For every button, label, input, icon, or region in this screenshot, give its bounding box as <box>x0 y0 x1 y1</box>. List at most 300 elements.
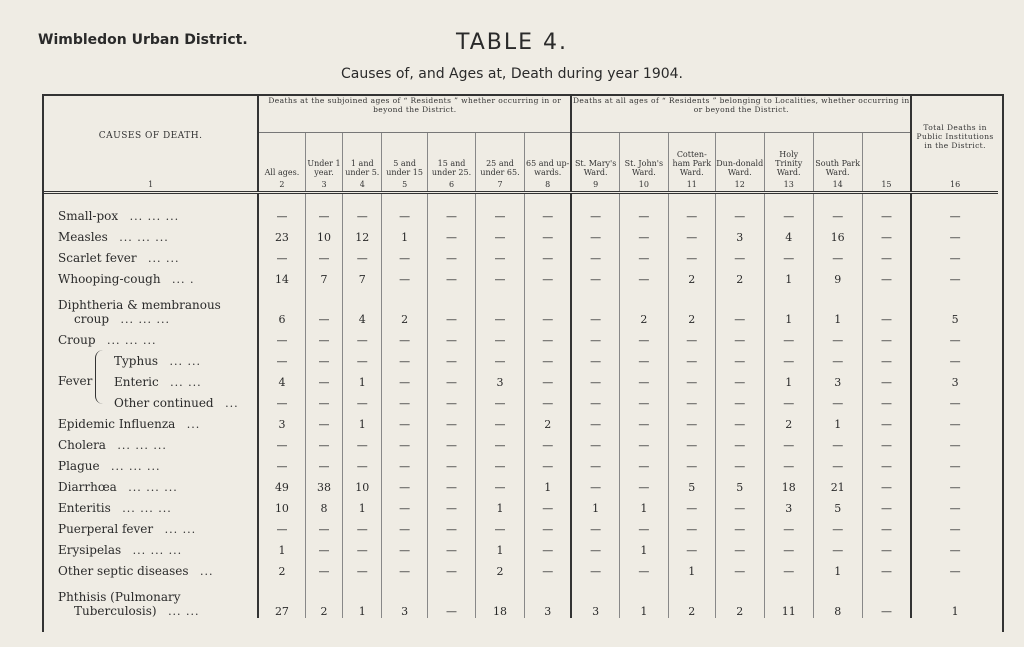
table-row <box>44 286 998 326</box>
cause-cell <box>44 494 258 515</box>
value-cell: — <box>428 557 476 578</box>
table-row <box>44 515 998 536</box>
col-number: 14 <box>813 177 862 193</box>
value-cell: — <box>813 244 862 265</box>
value-cell: — <box>428 223 476 244</box>
col-number: 6 <box>428 177 476 193</box>
value-cell: — <box>571 368 619 389</box>
col-cottenham: Cotten-ham Park Ward. <box>668 133 715 178</box>
value-cell: — <box>619 244 668 265</box>
value-cell: — <box>428 368 476 389</box>
table-row <box>44 368 998 389</box>
value-cell: — <box>571 557 619 578</box>
value-cell: 2 <box>619 286 668 326</box>
cause-label: Erysipelas <box>58 543 122 557</box>
value-cell: 2 <box>764 410 813 431</box>
value-cell: 38 <box>305 473 343 494</box>
value-cell: — <box>382 515 428 536</box>
value-cell: — <box>813 536 862 557</box>
value-cell: — <box>524 286 571 326</box>
value-cell: 2 <box>668 265 715 286</box>
value-cell: 1 <box>343 410 382 431</box>
cause-cell <box>44 223 258 244</box>
value-cell: — <box>764 536 813 557</box>
value-cell: — <box>476 265 525 286</box>
value-cell: — <box>428 244 476 265</box>
value-cell: — <box>715 286 764 326</box>
value-cell: — <box>428 389 476 410</box>
fever-group-label: Fever <box>58 374 93 388</box>
value-cell: 7 <box>343 265 382 286</box>
value-cell: — <box>862 389 911 410</box>
value-cell: — <box>476 347 525 368</box>
value-cell: — <box>343 193 382 224</box>
value-cell: 16 <box>813 223 862 244</box>
value-cell: 1 <box>343 494 382 515</box>
col-number: 7 <box>476 177 525 193</box>
cause-label: Typhus <box>114 354 159 368</box>
value-cell: — <box>668 326 715 347</box>
value-cell: — <box>715 326 764 347</box>
value-cell: — <box>668 193 715 224</box>
value-cell: — <box>428 578 476 618</box>
value-cell: — <box>476 286 525 326</box>
ages-group-header: Deaths at the subjoined ages of “ Residents ” whether occurring in or beyond the District. <box>258 96 571 133</box>
col-15-blank <box>862 133 911 178</box>
cause-cell <box>44 326 258 347</box>
value-cell: — <box>668 452 715 473</box>
value-cell: 8 <box>813 578 862 618</box>
col-5-to-15: 5 and under 15 <box>382 133 428 178</box>
cause-label: Plague <box>58 459 100 473</box>
value-cell: — <box>428 452 476 473</box>
value-cell: 10 <box>305 223 343 244</box>
value-cell: — <box>862 431 911 452</box>
value-cell: — <box>428 265 476 286</box>
value-cell: — <box>305 326 343 347</box>
value-cell: — <box>764 557 813 578</box>
table-row <box>44 431 998 452</box>
cause-label: Whooping-cough <box>58 272 161 286</box>
leader-dots: ... ... ... <box>132 544 183 557</box>
value-cell: 1 <box>813 410 862 431</box>
value-cell: — <box>715 368 764 389</box>
col-number: 3 <box>305 177 343 193</box>
leader-dots: ... <box>225 397 239 410</box>
col-65-up: 65 and up-wards. <box>524 133 571 178</box>
value-cell: — <box>813 452 862 473</box>
value-cell: — <box>571 410 619 431</box>
col-dundonald: Dun-donald Ward. <box>715 133 764 178</box>
table-body <box>44 193 998 619</box>
value-cell: — <box>668 389 715 410</box>
cause-label-line2: Tuberculosis) <box>74 604 157 618</box>
causes-header: CAUSES OF DEATH. <box>44 96 258 177</box>
cause-cell <box>44 193 258 224</box>
table-row <box>44 326 998 347</box>
value-cell: 2 <box>305 578 343 618</box>
value-cell: 4 <box>343 286 382 326</box>
value-cell: 3 <box>813 368 862 389</box>
leader-dots: ... ... ... <box>129 210 180 223</box>
value-cell: — <box>343 244 382 265</box>
value-cell: — <box>813 515 862 536</box>
leader-dots: ... ... ... <box>122 502 172 515</box>
value-cell: — <box>668 515 715 536</box>
value-cell: 2 <box>524 410 571 431</box>
value-cell: — <box>428 515 476 536</box>
value-cell: 5 <box>668 473 715 494</box>
table-row <box>44 193 998 224</box>
cause-cell <box>44 347 258 368</box>
value-cell: — <box>949 502 961 515</box>
value-cell: 1 <box>619 494 668 515</box>
value-cell: — <box>524 389 571 410</box>
value-cell: — <box>949 210 961 223</box>
value-cell: — <box>862 265 911 286</box>
cause-label-line2: croup <box>74 312 110 326</box>
value-cell: — <box>382 431 428 452</box>
value-cell: — <box>949 273 961 286</box>
value-cell: — <box>382 368 428 389</box>
value-cell: 11 <box>764 578 813 618</box>
table-row <box>44 578 998 618</box>
value-cell: 1 <box>476 536 525 557</box>
cause-cell <box>44 410 258 431</box>
value-cell: 1 <box>764 286 813 326</box>
value-cell: 4 <box>764 223 813 244</box>
table-title: TABLE 4. <box>455 30 568 55</box>
value-cell: — <box>524 326 571 347</box>
value-cell: — <box>862 326 911 347</box>
cause-label: Other continued <box>114 396 214 410</box>
table-row <box>44 494 998 515</box>
value-cell: 2 <box>258 557 305 578</box>
value-cell: — <box>813 389 862 410</box>
table-row <box>44 557 998 578</box>
value-cell: 18 <box>476 578 525 618</box>
value-cell: 1 <box>813 557 862 578</box>
cause-label: Croup <box>58 333 96 347</box>
value-cell: — <box>619 515 668 536</box>
value-cell: — <box>382 193 428 224</box>
value-cell: 12 <box>343 223 382 244</box>
leader-dots: ... ... ... <box>128 481 178 494</box>
value-cell: — <box>715 347 764 368</box>
cause-cell <box>44 286 258 326</box>
value-cell: — <box>382 265 428 286</box>
value-cell: — <box>619 473 668 494</box>
value-cell: — <box>524 223 571 244</box>
col-1-to-5: 1 and under 5. <box>343 133 382 178</box>
value-cell: 8 <box>305 494 343 515</box>
cause-cell <box>44 557 258 578</box>
value-cell: — <box>571 515 619 536</box>
value-cell: — <box>305 431 343 452</box>
value-cell: 2 <box>382 286 428 326</box>
value-cell: — <box>619 326 668 347</box>
value-cell: — <box>949 355 961 368</box>
value-cell: 18 <box>764 473 813 494</box>
cause-cell <box>44 265 258 286</box>
value-cell: — <box>571 473 619 494</box>
value-cell: — <box>668 410 715 431</box>
value-cell: 1 <box>343 368 382 389</box>
value-cell: 21 <box>813 473 862 494</box>
cause-cell <box>44 244 258 265</box>
value-cell: — <box>949 481 961 494</box>
value-cell: 2 <box>715 578 764 618</box>
cause-cell <box>44 536 258 557</box>
value-cell: — <box>258 515 305 536</box>
col-number: 13 <box>764 177 813 193</box>
value-cell: 3 <box>951 376 959 389</box>
value-cell: — <box>382 494 428 515</box>
cause-cell <box>44 431 258 452</box>
value-cell: 2 <box>668 286 715 326</box>
value-cell: — <box>764 515 813 536</box>
value-cell: 3 <box>571 578 619 618</box>
cause-label: Phthisis (Pulmonary <box>58 590 181 604</box>
cause-label: Puerperal fever <box>58 522 154 536</box>
value-cell: — <box>524 515 571 536</box>
value-cell: — <box>764 347 813 368</box>
value-cell: 1 <box>524 473 571 494</box>
value-cell: — <box>305 536 343 557</box>
value-cell: — <box>571 244 619 265</box>
value-cell: — <box>382 389 428 410</box>
value-cell: — <box>619 347 668 368</box>
value-cell: — <box>305 286 343 326</box>
cause-cell <box>44 389 258 410</box>
value-cell: — <box>476 244 525 265</box>
table-row <box>44 389 998 410</box>
col-number: 12 <box>715 177 764 193</box>
value-cell: 5 <box>715 473 764 494</box>
value-cell: — <box>764 389 813 410</box>
col-number: 11 <box>668 177 715 193</box>
value-cell: — <box>619 452 668 473</box>
table-subtitle: Causes of, and Ages at, Death during year 1904. <box>340 66 683 82</box>
value-cell: — <box>813 347 862 368</box>
value-cell: 3 <box>715 223 764 244</box>
value-cell: — <box>524 193 571 224</box>
value-cell: — <box>476 223 525 244</box>
value-cell: — <box>862 223 911 244</box>
value-cell: — <box>619 557 668 578</box>
value-cell: — <box>343 389 382 410</box>
value-cell: — <box>524 368 571 389</box>
value-cell: — <box>476 326 525 347</box>
district-heading: Wimbledon Urban District. <box>38 32 248 48</box>
col-st-marys: St. Mary's Ward. <box>571 133 619 178</box>
value-cell: — <box>619 389 668 410</box>
value-cell: 2 <box>668 578 715 618</box>
value-cell: 1 <box>619 578 668 618</box>
localities-group-header: Deaths at all ages of “ Residents ” belonging to Localities, whether occurring in or beyond the District. <box>571 96 911 133</box>
cause-label: Small-pox <box>58 209 119 223</box>
leader-dots: ... ... ... <box>111 460 161 473</box>
value-cell: — <box>862 578 911 618</box>
col-number: 5 <box>382 177 428 193</box>
value-cell: — <box>343 515 382 536</box>
value-cell: — <box>476 452 525 473</box>
value-cell: — <box>949 418 961 431</box>
col-all-ages: All ages. <box>258 133 305 178</box>
value-cell: — <box>949 565 961 578</box>
value-cell: 1 <box>571 494 619 515</box>
value-cell: — <box>862 494 911 515</box>
value-cell: — <box>343 326 382 347</box>
value-cell: — <box>571 286 619 326</box>
cause-cell <box>44 368 258 389</box>
value-cell: 3 <box>476 368 525 389</box>
leader-dots: ... ... ... <box>107 334 157 347</box>
value-cell: — <box>715 193 764 224</box>
value-cell: — <box>524 265 571 286</box>
table-row <box>44 347 998 368</box>
value-cell: — <box>949 460 961 473</box>
value-cell: — <box>571 536 619 557</box>
value-cell: — <box>862 244 911 265</box>
value-cell: — <box>258 452 305 473</box>
value-cell: — <box>715 515 764 536</box>
value-cell: 1 <box>764 368 813 389</box>
value-cell: — <box>862 515 911 536</box>
value-cell: 1 <box>258 536 305 557</box>
value-cell: — <box>949 439 961 452</box>
value-cell: — <box>619 223 668 244</box>
value-cell: — <box>715 244 764 265</box>
value-cell: — <box>715 389 764 410</box>
value-cell: — <box>258 244 305 265</box>
value-cell: — <box>571 265 619 286</box>
value-cell: — <box>343 557 382 578</box>
value-cell: — <box>715 536 764 557</box>
value-cell: — <box>571 223 619 244</box>
table-row <box>44 536 998 557</box>
value-cell: — <box>382 536 428 557</box>
value-cell: — <box>668 223 715 244</box>
leader-dots: ... ... ... <box>120 313 171 326</box>
col-number: 16 <box>911 177 998 193</box>
value-cell: — <box>428 326 476 347</box>
table-row <box>44 265 998 286</box>
value-cell: — <box>524 494 571 515</box>
value-cell: — <box>524 244 571 265</box>
value-cell: — <box>949 252 961 265</box>
value-cell: 1 <box>476 494 525 515</box>
value-cell: — <box>764 326 813 347</box>
value-cell: — <box>305 193 343 224</box>
cause-label: Enteric <box>114 375 159 389</box>
value-cell: — <box>343 452 382 473</box>
value-cell: — <box>476 473 525 494</box>
col-holy-trinity: Holy Trinity Ward. <box>764 133 813 178</box>
institutions-header: Total Deaths in Public Institutions in the District. <box>916 123 994 150</box>
cause-cell <box>44 578 258 618</box>
value-cell: — <box>343 536 382 557</box>
value-cell: 5 <box>813 494 862 515</box>
value-cell: 1 <box>764 265 813 286</box>
table-row <box>44 244 998 265</box>
table-row <box>44 410 998 431</box>
value-cell: 2 <box>476 557 525 578</box>
leader-dots: ... <box>199 565 214 578</box>
cause-label: Measles <box>58 230 108 244</box>
leader-dots: ... ... <box>164 523 197 536</box>
value-cell: 23 <box>258 223 305 244</box>
value-cell: — <box>715 494 764 515</box>
value-cell: — <box>428 473 476 494</box>
value-cell: — <box>524 536 571 557</box>
value-cell: 10 <box>343 473 382 494</box>
mortality-table <box>44 96 998 618</box>
value-cell: — <box>305 389 343 410</box>
cause-label: Enteritis <box>58 501 111 515</box>
col-15-to-25: 15 and under 25. <box>428 133 476 178</box>
col-number: 2 <box>258 177 305 193</box>
value-cell: 2 <box>715 265 764 286</box>
value-cell: — <box>382 410 428 431</box>
value-cell: — <box>571 193 619 224</box>
value-cell: — <box>476 515 525 536</box>
brace-icon <box>95 350 104 404</box>
value-cell: 4 <box>258 368 305 389</box>
value-cell: — <box>428 494 476 515</box>
value-cell: — <box>571 326 619 347</box>
value-cell: 1 <box>343 578 382 618</box>
value-cell: — <box>668 536 715 557</box>
value-cell: — <box>382 452 428 473</box>
value-cell: 1 <box>813 286 862 326</box>
value-cell: — <box>715 431 764 452</box>
value-cell: — <box>382 326 428 347</box>
value-cell: — <box>949 231 961 244</box>
value-cell: — <box>258 389 305 410</box>
value-cell: — <box>428 431 476 452</box>
value-cell: 3 <box>382 578 428 618</box>
cause-label: Epidemic Influenza <box>58 417 176 431</box>
value-cell: — <box>524 452 571 473</box>
value-cell: — <box>258 431 305 452</box>
value-cell: — <box>619 265 668 286</box>
table-row <box>44 473 998 494</box>
value-cell: — <box>813 193 862 224</box>
value-cell: 1 <box>668 557 715 578</box>
table-row <box>44 452 998 473</box>
value-cell: 5 <box>951 313 959 326</box>
value-cell: — <box>382 557 428 578</box>
value-cell: — <box>571 389 619 410</box>
value-cell: — <box>476 193 525 224</box>
value-cell: — <box>619 193 668 224</box>
table-row <box>44 223 998 244</box>
leader-dots: ... ... ... <box>119 231 169 244</box>
value-cell: — <box>619 410 668 431</box>
value-cell: — <box>305 347 343 368</box>
value-cell: — <box>428 286 476 326</box>
value-cell: — <box>862 452 911 473</box>
leader-dots: ... . <box>172 273 195 286</box>
leader-dots: ... ... <box>169 355 202 368</box>
value-cell: — <box>862 347 911 368</box>
value-cell: 3 <box>524 578 571 618</box>
value-cell: — <box>813 431 862 452</box>
value-cell: — <box>862 368 911 389</box>
value-cell: — <box>382 244 428 265</box>
value-cell: 3 <box>764 494 813 515</box>
